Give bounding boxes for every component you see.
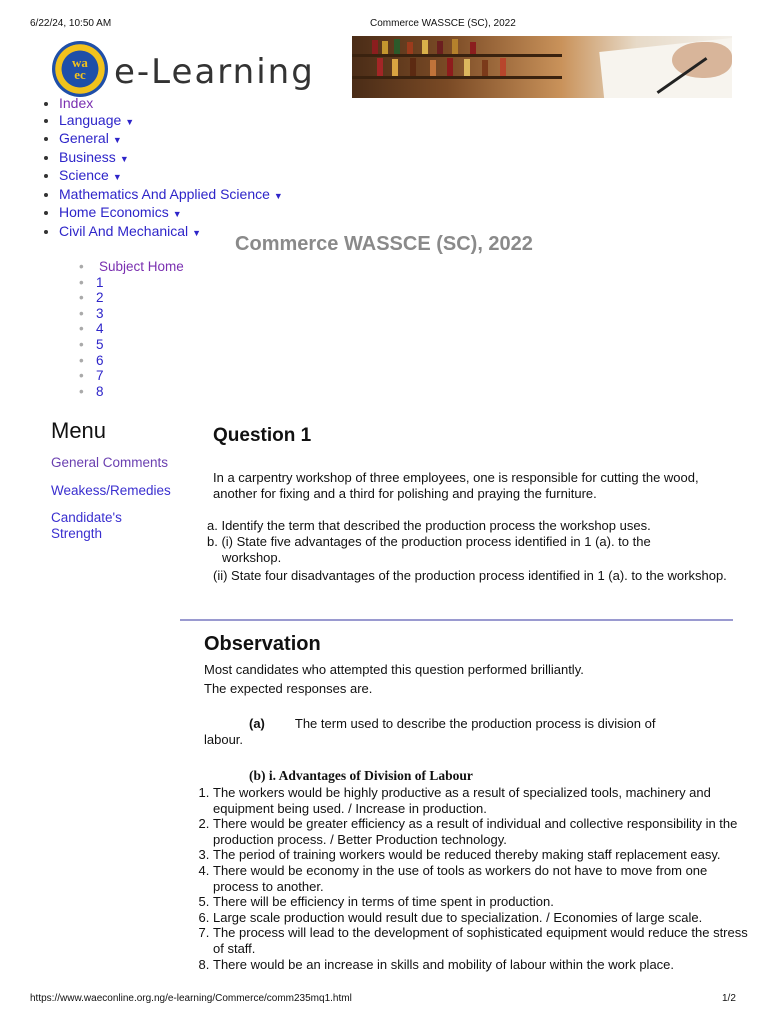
- question-part-b-i: b. (i) State five advantages of the production process identified in 1 (a). to the: [207, 534, 651, 549]
- nav-item-mathematics[interactable]: • Mathematics And Applied Science ▼: [59, 186, 283, 205]
- waec-logo[interactable]: [52, 41, 108, 97]
- list-item: 1. The workers would be highly productive as a result of specialized tools, machinery and equipment being used. / Increase in production.: [213, 785, 751, 816]
- main-nav: [36, 95, 283, 241]
- question-nav: [78, 259, 184, 399]
- question-part-b-i-cont: workshop.: [222, 550, 282, 565]
- caret-down-icon: ▼: [172, 209, 182, 219]
- caret-down-icon: ▼: [273, 190, 283, 201]
- subnav-question-4[interactable]: • 4: [96, 321, 184, 337]
- answer-a: (a) The term used to describe the production process is division of labour.: [204, 716, 656, 747]
- subnav-question-8[interactable]: • 8: [96, 384, 184, 400]
- advantages-list: [198, 785, 751, 972]
- section-divider: [180, 619, 733, 621]
- question-part-a: a. Identify the term that described the production process the workshop uses.: [207, 518, 651, 533]
- print-datetime: 6/22/24, 10:50 AM: [30, 18, 112, 29]
- caret-down-icon: ▼: [112, 172, 122, 182]
- caret-down-icon: ▼: [192, 227, 202, 238]
- subnav-subject-home[interactable]: • Subject Home: [96, 259, 184, 275]
- subnav-question-2[interactable]: • 2: [96, 290, 184, 306]
- page-title: Commerce WASSCE (SC), 2022: [235, 233, 533, 255]
- question-text: In a carpentry workshop of three employees, one is responsible for cutting the wood, another for fixing and a third for polishing and praying the furniture.: [213, 470, 699, 501]
- observation-heading: Observation: [204, 633, 321, 655]
- header-banner-image: [352, 36, 732, 98]
- caret-down-icon: ▼: [112, 135, 122, 145]
- list-item: 2. There would be greater efficiency as a result of individual and collective responsibility in the production process. / Better Production technology.: [213, 816, 751, 847]
- print-page-number: 1/2: [722, 993, 736, 1004]
- subnav-question-6[interactable]: • 6: [96, 353, 184, 369]
- nav-item-general[interactable]: • General ▼: [59, 130, 283, 149]
- nav-item-business[interactable]: • Business ▼: [59, 149, 283, 168]
- caret-down-icon: ▼: [119, 153, 129, 164]
- expected-responses-text: The expected responses are.: [204, 681, 373, 696]
- caret-down-icon: ▼: [125, 116, 135, 127]
- nav-item-index[interactable]: • Index: [59, 95, 283, 112]
- list-item: 6. Large scale production would result due to specialization. / Economies of large scale.: [213, 910, 751, 926]
- answer-b-heading: (b) i. Advantages of Division of Labour: [249, 768, 473, 783]
- menu-weakness-remedies[interactable]: Weakess/Remedies: [51, 483, 171, 498]
- menu-heading: Menu: [51, 418, 107, 443]
- list-item: 8. There would be an increase in skills and mobility of labour within the work place.: [213, 957, 751, 973]
- list-item: 5. There will be efficiency in terms of time spent in production.: [213, 894, 751, 910]
- subnav-question-7[interactable]: • 7: [96, 368, 184, 384]
- list-item: 7. The process will lead to the development of sophisticated equipment would reduce the stress of staff.: [213, 925, 751, 956]
- question-title: Question 1: [213, 425, 312, 446]
- question-part-b-ii: (ii) State four disadvantages of the production process identified in 1 (a). to the workshop.: [213, 568, 727, 583]
- nav-item-language[interactable]: • Language ▼: [59, 112, 283, 131]
- observation-text: Most candidates who attempted this question performed brilliantly.: [204, 662, 584, 677]
- print-doc-title: Commerce WASSCE (SC), 2022: [370, 18, 516, 29]
- menu-general-comments[interactable]: General Comments: [51, 455, 169, 470]
- list-item: 3. The period of training workers would be reduced thereby making staff replacement easy.: [213, 847, 751, 863]
- list-item: 4. There would be economy in the use of tools as workers do not have to move from one process to another.: [213, 863, 751, 894]
- subnav-question-3[interactable]: • 3: [96, 306, 184, 322]
- print-footer-url: https://www.waeconline.org.ng/e-learning/Commerce/comm235mq1.html: [30, 993, 352, 1004]
- site-brand[interactable]: e-Learning: [114, 52, 315, 92]
- logo-text: wa ec: [72, 55, 88, 82]
- menu-candidates-strength[interactable]: Candidate's Strength: [51, 510, 122, 541]
- nav-item-home-economics[interactable]: • Home Economics ▼: [59, 204, 283, 223]
- subnav-question-5[interactable]: • 5: [96, 337, 184, 353]
- nav-item-science[interactable]: • Science ▼: [59, 167, 283, 186]
- nav-item-civil-mechanical[interactable]: • Civil And Mechanical ▼: [59, 223, 283, 242]
- subnav-question-1[interactable]: • 1: [96, 275, 184, 291]
